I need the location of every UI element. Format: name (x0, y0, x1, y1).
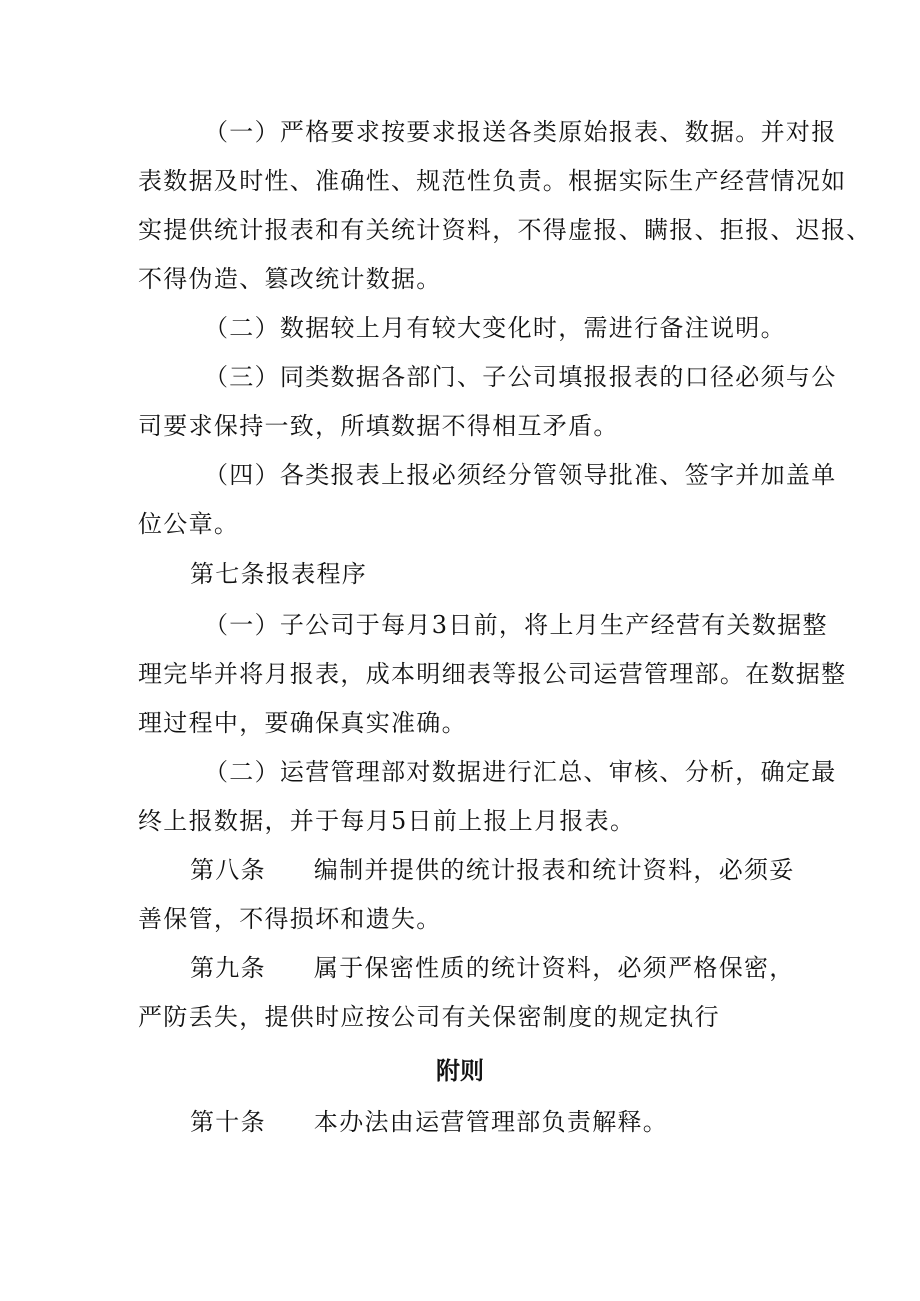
paragraph-1-line-4: 不得伪造、篡改统计数据。 (138, 265, 442, 293)
article-9-label: 第九条 (190, 954, 266, 982)
paragraph-5-line-1: （一）子公司于每月3日前，将上月生产经营有关数据整 (204, 611, 828, 639)
paragraph-4-line-2: 位公章。 (138, 510, 240, 538)
article-10-line-1 (190, 1107, 668, 1137)
appendix-heading: 附则 (436, 1057, 484, 1085)
paragraph-1-line-3: 实提供统计报表和有关统计资料，不得虚报、瞒报、拒报、迟报、 (138, 216, 872, 244)
article-10-text: 本办法由运营管理部负责解释。 (313, 1108, 669, 1136)
article-8-line-1 (190, 855, 795, 885)
paragraph-2-line-1: （二）数据较上月有较大变化时，需进行备注说明。 (204, 314, 786, 342)
article-8-label: 第八条 (190, 856, 266, 884)
paragraph-6-line-1: （二）运营管理部对数据进行汇总、审核、分析，确定最 (204, 758, 837, 786)
article-8-line-2: 善保管，不得损坏和遗失。 (138, 905, 442, 933)
article-9-text: 属于保密性质的统计资料，必须严格保密， (313, 954, 795, 982)
article-8-text: 编制并提供的统计报表和统计资料，必须妥 (313, 856, 795, 884)
paragraph-5-line-3: 理过程中，要确保真实准确。 (138, 709, 467, 737)
paragraph-5-line-2: 理完毕并将月报表，成本明细表等报公司运营管理部。在数据整 (138, 660, 847, 688)
article-9-line-2: 严防丢失，提供时应按公司有关保密制度的规定执行 (138, 1003, 720, 1031)
paragraph-6-line-2: 终上报数据，并于每月5日前上报上月报表。 (138, 807, 636, 835)
paragraph-3-line-2: 司要求保持一致，所填数据不得相互矛盾。 (138, 412, 619, 440)
paragraph-4-line-1: （四）各类报表上报必须经分管领导批准、签字并加盖单 (204, 461, 837, 489)
article-9-line-1 (190, 953, 795, 983)
article-10-label: 第十条 (190, 1108, 266, 1136)
paragraph-1-line-2: 表数据及时性、准确性、规范性负责。根据实际生产经营情况如 (138, 167, 847, 195)
paragraph-3-line-1: （三）同类数据各部门、子公司填报报表的口径必须与公 (204, 363, 837, 391)
article-7-title: 第七条报表程序 (190, 560, 368, 588)
paragraph-1-line-1: （一）严格要求按要求报送各类原始报表、数据。并对报 (204, 118, 837, 146)
